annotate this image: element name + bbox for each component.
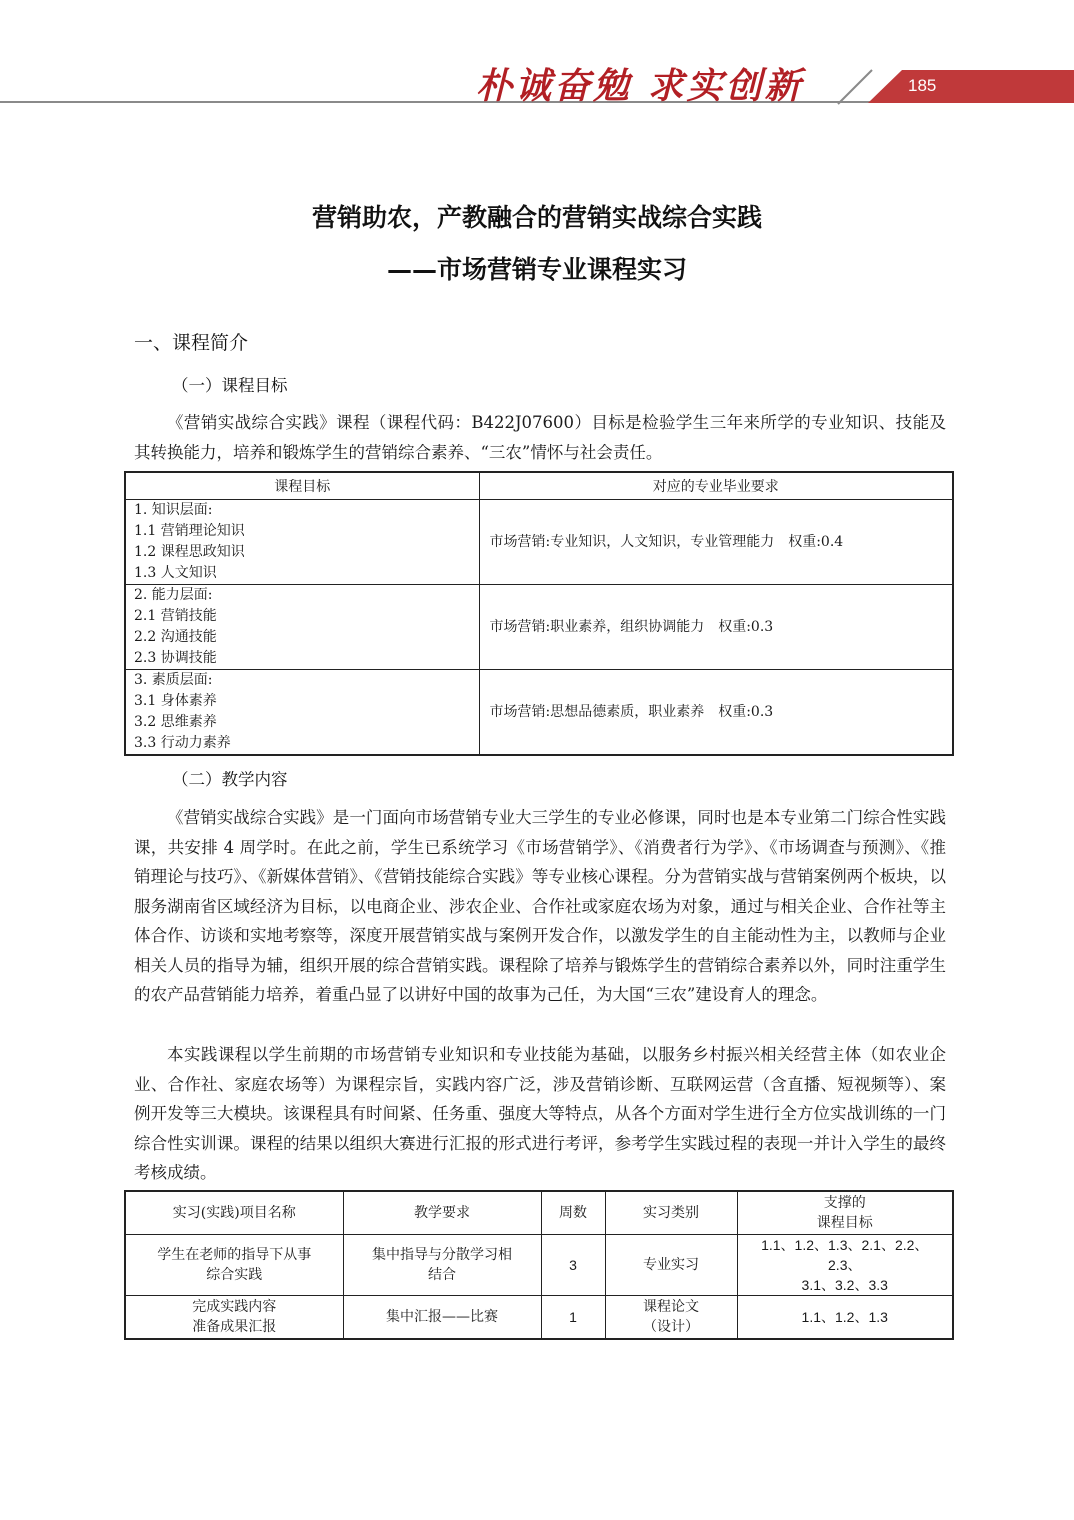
table-cell: 专业实习 [605,1235,737,1296]
content-paragraph-1: 《营销实战综合实践》是一门面向市场营销专业大三学生的专业必修课，同时也是本专业第二门综合性实践课，共安排 4 周学时。在此之前，学生已系统学习《市场营销学》、《消费者行为学》、《市场调查与预测》、《推销理论与技巧》、《新媒体营销》、《营销技能综合实践》等专业核心课程。分为营销实战与营销案例两个板块，以服务湖南省区域经济为目标，以电商企业、涉农企业、合作社或家庭农场为对象，通过与相关企业、合作社等主体合作、访谈和实地考察等，深度开展营销实战与案例开发合作，以激发学生的自主能动性为主，以教师与企业相关人员的指导为辅，组织开展的综合营销实践。课程除了培养与锻炼学生的营销综合素养以外，同时注重学生的农产品营销能力培养，着重凸显了以讲好中国的故事为己任，为大国“三农”建设育人的理念。 [134,808,946,1004]
goal-line: 3.3 行动力素养 [134,735,231,751]
page-number: 185 [908,76,937,95]
page-number-tab [868,70,1074,103]
practice-projects-table [124,1190,954,1340]
table-header-cell: 周数 [541,1191,605,1235]
goal-line: 1. 知识层面: [134,502,213,518]
goal-line: 2.1 营销技能 [134,608,217,624]
article-subtitle: ——市场营销专业课程实习 [386,255,687,284]
table-row [125,670,953,756]
goal-line: 3.2 思维素养 [134,714,217,730]
table-cell: 学生在老师的指导下从事 综合实践 [125,1235,343,1296]
table-cell: 1 [541,1296,605,1340]
table-cell: 集中指导与分散学习相 结合 [343,1235,541,1296]
header-motto: 朴诚奋勉 求实创新 [476,65,804,107]
goal-line: 1.2 课程思政知识 [134,544,245,560]
table-cell: 集中汇报——比赛 [343,1296,541,1340]
content-paragraph-2: 本实践课程以学生前期的市场营销专业知识和专业技能为基础，以服务乡村振兴相关经营主体（如农业企业、合作社、家庭农场等）为课程宗旨，实践内容广泛，涉及营销诊断、互联网运营（含直播、短视频等）、案例开发等三大模块。该课程具有时间紧、任务重、强度大等特点，从各个方面对学生进行全方位实战训练的一门综合性实训课。课程的结果以组织大赛进行汇报的形式进行考评，参考学生实践过程的表现一并计入学生的最终考核成绩。 [134,1045,946,1182]
table-header-cell: 课程目标 [125,472,479,500]
article-title: 营销助农，产教融合的营销实战综合实践 [311,203,762,232]
requirement-cell: 市场营销:专业知识，人文知识，专业管理能力 权重:0.4 [479,500,953,585]
table-cell: 1.1、1.2、1.3、2.1、2.2、2.3、 3.1、3.2、3.3 [737,1235,953,1296]
table-header-cell: 实习类别 [605,1191,737,1235]
goal-line: 2.2 沟通技能 [134,629,217,645]
goal-line: 3. 素质层面: [134,672,213,688]
table-cell: 3 [541,1235,605,1296]
table-header-cell: 实习(实践)项目名称 [125,1191,343,1235]
goal-line: 3.1 身体素养 [134,693,217,709]
table-header-cell: 对应的专业毕业要求 [479,472,953,500]
subsection-heading-goals: （一）课程目标 [172,376,288,395]
table-header-cell: 教学要求 [343,1191,541,1235]
table-header-row [125,1191,953,1235]
table-cell: 完成实践内容 准备成果汇报 [125,1296,343,1340]
goal-line: 1.1 营销理论知识 [134,523,245,539]
table-row [125,1235,953,1296]
goal-cell [125,585,479,670]
table-cell: 1.1、1.2、1.3 [737,1296,953,1340]
table-row [125,585,953,670]
table-cell: 课程论文 （设计） [605,1296,737,1340]
requirement-cell: 市场营销:职业素养，组织协调能力 权重:0.3 [479,585,953,670]
goal-line: 2.3 协调技能 [134,650,217,666]
table-header-row [125,472,953,500]
table-row [125,1296,953,1340]
requirement-cell: 市场营销:思想品德素质，职业素养 权重:0.3 [479,670,953,756]
goal-line: 2. 能力层面: [134,587,213,603]
course-goals-table [124,471,954,756]
section-heading: 一、课程简介 [134,332,249,354]
table-header-cell: 支撑的 课程目标 [737,1191,953,1235]
table-row [125,500,953,585]
goal-cell [125,670,479,756]
subsection-heading-content: （二）教学内容 [172,770,288,789]
intro-paragraph: 《营销实战综合实践》课程（课程代码：B422J07600）目标是检验学生三年来所学的专业知识、技能及其转换能力，培养和锻炼学生的营销综合素养、“三农”情怀与社会责任。 [134,413,946,462]
goal-line: 1.3 人文知识 [134,565,217,581]
goal-cell [125,500,479,585]
